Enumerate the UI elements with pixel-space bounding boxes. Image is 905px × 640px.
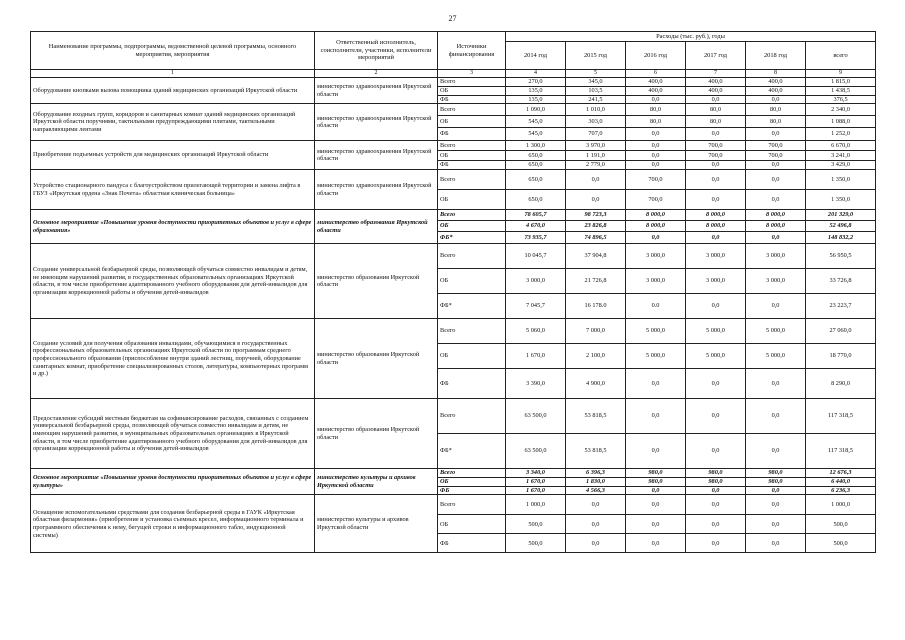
year-value-cell: 135,0: [506, 86, 566, 95]
year-value-cell: 8 000,0: [686, 221, 746, 232]
total-cell: 1 350,0: [806, 170, 876, 190]
activity-executor: министерство здравоохранения Иркутской области: [315, 104, 438, 141]
year-value-cell: 0,0: [686, 294, 746, 319]
total-cell: 3 241,0: [806, 151, 876, 161]
total-cell: 376,5: [806, 95, 876, 104]
year-value-cell: 700,0: [626, 190, 686, 210]
column-index: 3: [438, 70, 506, 78]
column-index: 2: [315, 70, 438, 78]
total-cell: 6 236,3: [806, 486, 876, 495]
funding-source: Всего: [438, 210, 506, 221]
activity-executor: министерство культуры и архивов Иркутской области: [315, 469, 438, 495]
funding-source: ФБ: [438, 95, 506, 104]
column-index: 7: [686, 70, 746, 78]
page-number: 27: [448, 14, 457, 23]
funding-source: ОБ: [438, 269, 506, 294]
year-value-cell: 0,0: [626, 534, 686, 553]
year-value-cell: 80,0: [746, 116, 806, 128]
funding-source: ОБ: [438, 344, 506, 369]
total-cell: 1 815,0: [806, 78, 876, 87]
year-value-cell: 0,0: [746, 190, 806, 210]
year-value-cell: 0,0: [686, 495, 746, 515]
year-value-cell: 3 000,0: [746, 269, 806, 294]
activity-executor: министерство здравоохранения Иркутской области: [315, 170, 438, 210]
year-value-cell: 980,0: [686, 478, 746, 487]
year-value-cell: 650,0: [506, 190, 566, 210]
year-value-cell: 8 000,0: [686, 210, 746, 221]
funding-source: ФБ*: [438, 434, 506, 469]
total-cell: 500,0: [806, 534, 876, 553]
funding-source: Всего: [438, 399, 506, 434]
year-value-cell: 650,0: [506, 151, 566, 161]
year-value-cell: 0,0: [746, 534, 806, 553]
year-value-cell: 3 000,0: [746, 244, 806, 269]
total-cell: 1 438,5: [806, 86, 876, 95]
year-value-cell: 0,0: [626, 515, 686, 534]
funding-source: Всего: [438, 244, 506, 269]
year-value-cell: 5 000,0: [686, 319, 746, 344]
year-value-cell: 0,0: [746, 515, 806, 534]
year-value-cell: 0,0: [686, 170, 746, 190]
year-value-cell: 0,0: [686, 190, 746, 210]
year-value-cell: 650,0: [506, 170, 566, 190]
year-value-cell: 0,0: [626, 486, 686, 495]
year-value-cell: 21 726,8: [566, 269, 626, 294]
funding-source: ФБ: [438, 534, 506, 553]
year-value-cell: 5 000,0: [686, 344, 746, 369]
year-value-cell: 3 000,0: [686, 269, 746, 294]
year-value-cell: 0,0: [746, 161, 806, 170]
table-body: [31, 78, 876, 553]
year-value-cell: 0,0: [626, 495, 686, 515]
total-cell: 1 000,0: [806, 495, 876, 515]
year-value-cell: 241,5: [566, 95, 626, 104]
header-year: 2016 год: [626, 42, 686, 70]
year-value-cell: 0,0: [746, 399, 806, 434]
year-value-cell: 500,0: [506, 534, 566, 553]
header-year: 2018 год: [746, 42, 806, 70]
year-value-cell: 8 000,0: [746, 221, 806, 232]
year-value-cell: 8 000,0: [746, 210, 806, 221]
activity-name: Основное мероприятие «Повышение уровня доступности приоритетных объектов и услуг в сфере культуры»: [31, 469, 315, 495]
year-value-cell: 80,0: [686, 104, 746, 116]
table-row: [31, 244, 876, 269]
year-value-cell: 1 670,0: [506, 478, 566, 487]
year-value-cell: 1 300,0: [506, 141, 566, 151]
year-value-cell: 0,0: [626, 95, 686, 104]
year-value-cell: 980,0: [746, 478, 806, 487]
year-value-cell: 63 500,0: [506, 434, 566, 469]
year-value-cell: 0,0: [746, 434, 806, 469]
activity-executor: министерство здравоохранения Иркутской области: [315, 78, 438, 104]
funding-source: ФБ*: [438, 232, 506, 244]
funding-source: ОБ: [438, 151, 506, 161]
funding-source: Всего: [438, 469, 506, 478]
funding-source: Всего: [438, 78, 506, 87]
year-value-cell: 700,0: [686, 141, 746, 151]
funding-source: ФБ: [438, 161, 506, 170]
year-value-cell: 7 000,0: [566, 319, 626, 344]
activity-name: Оборудование входных групп, коридоров и санитарных комнат зданий медицинских организаций Иркутской области поручнями, тактильными предупреждающими плитами, тактильными направляющими лентами: [31, 104, 315, 141]
year-value-cell: 1 830,0: [566, 478, 626, 487]
total-cell: 500,0: [806, 515, 876, 534]
year-value-cell: 345,0: [566, 78, 626, 87]
year-value-cell: 0,0: [746, 495, 806, 515]
year-value-cell: 80,0: [686, 116, 746, 128]
year-value-cell: 4 566,3: [566, 486, 626, 495]
activity-executor: министерство здравоохранения Иркутской области: [315, 141, 438, 170]
total-cell: 117 318,5: [806, 434, 876, 469]
year-value-cell: 73 935,7: [506, 232, 566, 244]
table-row: [31, 78, 876, 87]
column-index: 5: [566, 70, 626, 78]
activity-name: Приобретение подъемных устройств для медицинских организаций Иркутской области: [31, 141, 315, 170]
year-value-cell: 700,0: [746, 141, 806, 151]
total-cell: 3 429,0: [806, 161, 876, 170]
total-cell: 56 950,5: [806, 244, 876, 269]
activity-executor: министерство образования Иркутской области: [315, 244, 438, 319]
year-value-cell: 980,0: [686, 469, 746, 478]
year-value-cell: 0,0: [626, 128, 686, 141]
year-value-cell: 400,0: [626, 78, 686, 87]
year-value-cell: 5 000,0: [626, 344, 686, 369]
year-value-cell: 650,0: [506, 161, 566, 170]
year-value-cell: 0,0: [746, 294, 806, 319]
year-value-cell: 3 000,0: [626, 269, 686, 294]
year-value-cell: 400,0: [746, 78, 806, 87]
year-value-cell: 980,0: [626, 478, 686, 487]
activity-executor: министерство образования Иркутской области: [315, 210, 438, 244]
year-value-cell: 78 605,7: [506, 210, 566, 221]
year-value-cell: 4 900,0: [566, 369, 626, 399]
year-value-cell: 980,0: [746, 469, 806, 478]
year-value-cell: 0,0: [686, 399, 746, 434]
year-value-cell: 53 818,5: [566, 399, 626, 434]
total-cell: 2 340,0: [806, 104, 876, 116]
year-value-cell: 0,0: [686, 232, 746, 244]
year-value-cell: 0,0: [746, 95, 806, 104]
header-year: 2017 год: [686, 42, 746, 70]
total-cell: 18 770,0: [806, 344, 876, 369]
funding-source: ФБ*: [438, 294, 506, 319]
year-value-cell: 545,0: [506, 128, 566, 141]
year-value-cell: 700,0: [626, 170, 686, 190]
total-cell: 12 676,3: [806, 469, 876, 478]
year-value-cell: 23 826,8: [566, 221, 626, 232]
total-cell: 23 223,7: [806, 294, 876, 319]
table-row: [31, 495, 876, 515]
year-value-cell: 10 045,7: [506, 244, 566, 269]
funding-source: ОБ: [438, 515, 506, 534]
column-index: 1: [31, 70, 315, 78]
total-cell: 1 252,0: [806, 128, 876, 141]
header-year: 2014 год: [506, 42, 566, 70]
year-value-cell: 3 000,0: [506, 269, 566, 294]
year-value-cell: 400,0: [686, 86, 746, 95]
budget-table: [30, 31, 876, 553]
total-cell: 6 440,0: [806, 478, 876, 487]
year-value-cell: 0,0: [566, 534, 626, 553]
activity-executor: министерство образования Иркутской области: [315, 399, 438, 469]
funding-source: ОБ: [438, 221, 506, 232]
year-value-cell: 1 090,0: [506, 104, 566, 116]
year-value-cell: 400,0: [746, 86, 806, 95]
year-value-cell: 103,5: [566, 86, 626, 95]
year-value-cell: 0,0: [626, 434, 686, 469]
year-value-cell: 270,0: [506, 78, 566, 87]
total-cell: 201 329,0: [806, 210, 876, 221]
table-row: [31, 319, 876, 344]
year-value-cell: 707,0: [566, 128, 626, 141]
year-value-cell: 0,0: [686, 95, 746, 104]
total-cell: 148 832,2: [806, 232, 876, 244]
total-cell: 117 318,5: [806, 399, 876, 434]
year-value-cell: 0,0: [686, 515, 746, 534]
header-expenses: Расходы (тыс. руб.), годы: [506, 32, 876, 42]
activity-name: Оснащение вспомогательными средствами для создания безбарьерной среды в ГАУК «Иркутская областная филармония» (приобретение и установка съемных кресел, информационного терминала и программного обеспечения к нему, бегущей строки и информационного табло, индукционной системы): [31, 495, 315, 553]
year-value-cell: 5 060,0: [506, 319, 566, 344]
activity-name: Устройство стационарного пандуса с благоустройством прилегающей территории и замена лифта в ГБУЗ «Иркутская ордена «Знак Почета» областная клиническая больница»: [31, 170, 315, 210]
year-value-cell: 5 000,0: [746, 319, 806, 344]
year-value-cell: 0,0: [626, 369, 686, 399]
year-value-cell: 74 896,5: [566, 232, 626, 244]
column-index: 6: [626, 70, 686, 78]
column-index: 4: [506, 70, 566, 78]
header-executor: Ответственный исполнитель, соисполнители, участники, исполнители мероприятий: [315, 32, 438, 70]
year-value-cell: 3 390,0: [506, 369, 566, 399]
year-value-cell: 8 000,0: [626, 210, 686, 221]
year-value-cell: 0,0: [626, 141, 686, 151]
year-value-cell: 135,0: [506, 95, 566, 104]
activity-executor: министерство образования Иркутской области: [315, 319, 438, 399]
year-value-cell: 0,0: [566, 170, 626, 190]
total-cell: 1 350,0: [806, 190, 876, 210]
year-value-cell: 700,0: [746, 151, 806, 161]
total-cell: 27 060,0: [806, 319, 876, 344]
year-value-cell: 400,0: [686, 78, 746, 87]
year-value-cell: 4 670,0: [506, 221, 566, 232]
year-value-cell: 5 000,0: [626, 319, 686, 344]
year-value-cell: 53 818,5: [566, 434, 626, 469]
year-value-cell: 6 396,3: [566, 469, 626, 478]
activity-name: Оборудование кнопками вызова помощника зданий медицинских организаций Иркутской области: [31, 78, 315, 104]
table-row: [31, 170, 876, 190]
year-value-cell: 2 100,0: [566, 344, 626, 369]
year-value-cell: 8 000,0: [626, 221, 686, 232]
total-cell: 33 726,8: [806, 269, 876, 294]
year-value-cell: 0,0: [626, 232, 686, 244]
column-index-row: [31, 70, 876, 78]
year-value-cell: 0,0: [686, 369, 746, 399]
column-index: 9: [806, 70, 876, 78]
year-value-cell: 3 970,0: [566, 141, 626, 151]
year-value-cell: 0,0: [686, 486, 746, 495]
total-cell: 52 496,8: [806, 221, 876, 232]
year-value-cell: 0,0: [746, 232, 806, 244]
funding-source: Всего: [438, 495, 506, 515]
total-cell: 1 088,0: [806, 116, 876, 128]
year-value-cell: 700,0: [686, 151, 746, 161]
year-value-cell: 5 000,0: [746, 344, 806, 369]
year-value-cell: 1 191,0: [566, 151, 626, 161]
activity-name: Создание универсальной безбарьерной среды, позволяющей обучаться совместно инвалидам и детям, не имеющим нарушений развития, в государственных образовательных организациях Иркутской области, в том числе приобретение адаптированного учебного оборудования для детей-инвалидов для организации коррекционной работы и обучения детей-инвалидов: [31, 244, 315, 319]
year-value-cell: 0,0: [566, 515, 626, 534]
table-row: [31, 141, 876, 151]
year-value-cell: 0,0: [746, 170, 806, 190]
year-value-cell: 980,0: [626, 469, 686, 478]
year-value-cell: 1 010,0: [566, 104, 626, 116]
funding-source: ОБ: [438, 478, 506, 487]
year-value-cell: 0,0: [746, 128, 806, 141]
year-value-cell: 0,0: [686, 434, 746, 469]
year-value-cell: 0,0: [566, 190, 626, 210]
year-value-cell: 7 045,7: [506, 294, 566, 319]
header-total: всего: [806, 42, 876, 70]
year-value-cell: 303,0: [566, 116, 626, 128]
funding-source: ФБ: [438, 128, 506, 141]
year-value-cell: 0,0: [686, 161, 746, 170]
funding-source: Всего: [438, 104, 506, 116]
activity-executor: министерство культуры и архивов Иркутской области: [315, 495, 438, 553]
year-value-cell: 545,0: [506, 116, 566, 128]
year-value-cell: 98 723,3: [566, 210, 626, 221]
year-value-cell: 0,0: [746, 369, 806, 399]
year-value-cell: 80,0: [626, 116, 686, 128]
year-value-cell: 500,0: [506, 515, 566, 534]
header-name: Наименование программы, подпрограммы, ведомственной целевой программы, основного мероприятия, мероприятия: [31, 32, 315, 70]
table-row: [31, 399, 876, 434]
header-year: 2015 год: [566, 42, 626, 70]
funding-source: ОБ: [438, 190, 506, 210]
year-value-cell: 1 670,0: [506, 486, 566, 495]
year-value-cell: 3 340,0: [506, 469, 566, 478]
funding-source: ФБ: [438, 369, 506, 399]
year-value-cell: 37 904,8: [566, 244, 626, 269]
year-value-cell: 16 178.0: [566, 294, 626, 319]
year-value-cell: 0,0: [566, 495, 626, 515]
total-cell: 8 290,0: [806, 369, 876, 399]
year-value-cell: 1 670,0: [506, 344, 566, 369]
funding-source: Всего: [438, 319, 506, 344]
activity-name: Создание условий для получения образования инвалидами, обучающимися в государственных профессиональных образовательных организациях Иркутской области по программам среднего профессионального образования (приспособление внутри зданий лестниц, поручней, оборудование санитарных комнат, приобретение специализированных столов, литературы, компьютерных программ и др.): [31, 319, 315, 399]
year-value-cell: 0,0: [686, 128, 746, 141]
funding-source: ОБ: [438, 86, 506, 95]
header-source: Источники финансирования: [438, 32, 506, 70]
year-value-cell: 0,0: [686, 534, 746, 553]
funding-source: ОБ: [438, 116, 506, 128]
year-value-cell: 0.0: [626, 294, 686, 319]
main-activity-row: [31, 469, 876, 478]
year-value-cell: 80,0: [626, 104, 686, 116]
year-value-cell: 400,0: [626, 86, 686, 95]
year-value-cell: 0,0: [626, 151, 686, 161]
total-cell: 6 670,0: [806, 141, 876, 151]
activity-name: Основное мероприятие «Повышение уровня доступности приоритетных объектов и услуг в сфере образования»: [31, 210, 315, 244]
year-value-cell: 80,0: [746, 104, 806, 116]
funding-source: Всего: [438, 170, 506, 190]
year-value-cell: 1 000,0: [506, 495, 566, 515]
year-value-cell: 63 500,0: [506, 399, 566, 434]
activity-name: Предоставление субсидий местным бюджетам на софинансирование расходов, связанных с созданием универсальной безбарьерной среды, позволяющей обучаться совместно инвалидам и детям, не имеющим нарушений развития, в муниципальных образовательных организациях в Иркутской области, в том числе приобретение адаптированного учебного оборудования для детей-инвалидов для организации коррекционной работы и обучения детей-инвалидов: [31, 399, 315, 469]
year-value-cell: 0,0: [746, 486, 806, 495]
year-value-cell: 3 000,0: [686, 244, 746, 269]
column-index: 8: [746, 70, 806, 78]
year-value-cell: 0,0: [626, 399, 686, 434]
funding-source: ФБ: [438, 486, 506, 495]
year-value-cell: 3 000,0: [626, 244, 686, 269]
funding-source: Всего: [438, 141, 506, 151]
year-value-cell: 0,0: [626, 161, 686, 170]
main-activity-row: [31, 210, 876, 221]
year-value-cell: 2 779,0: [566, 161, 626, 170]
table-row: [31, 104, 876, 116]
